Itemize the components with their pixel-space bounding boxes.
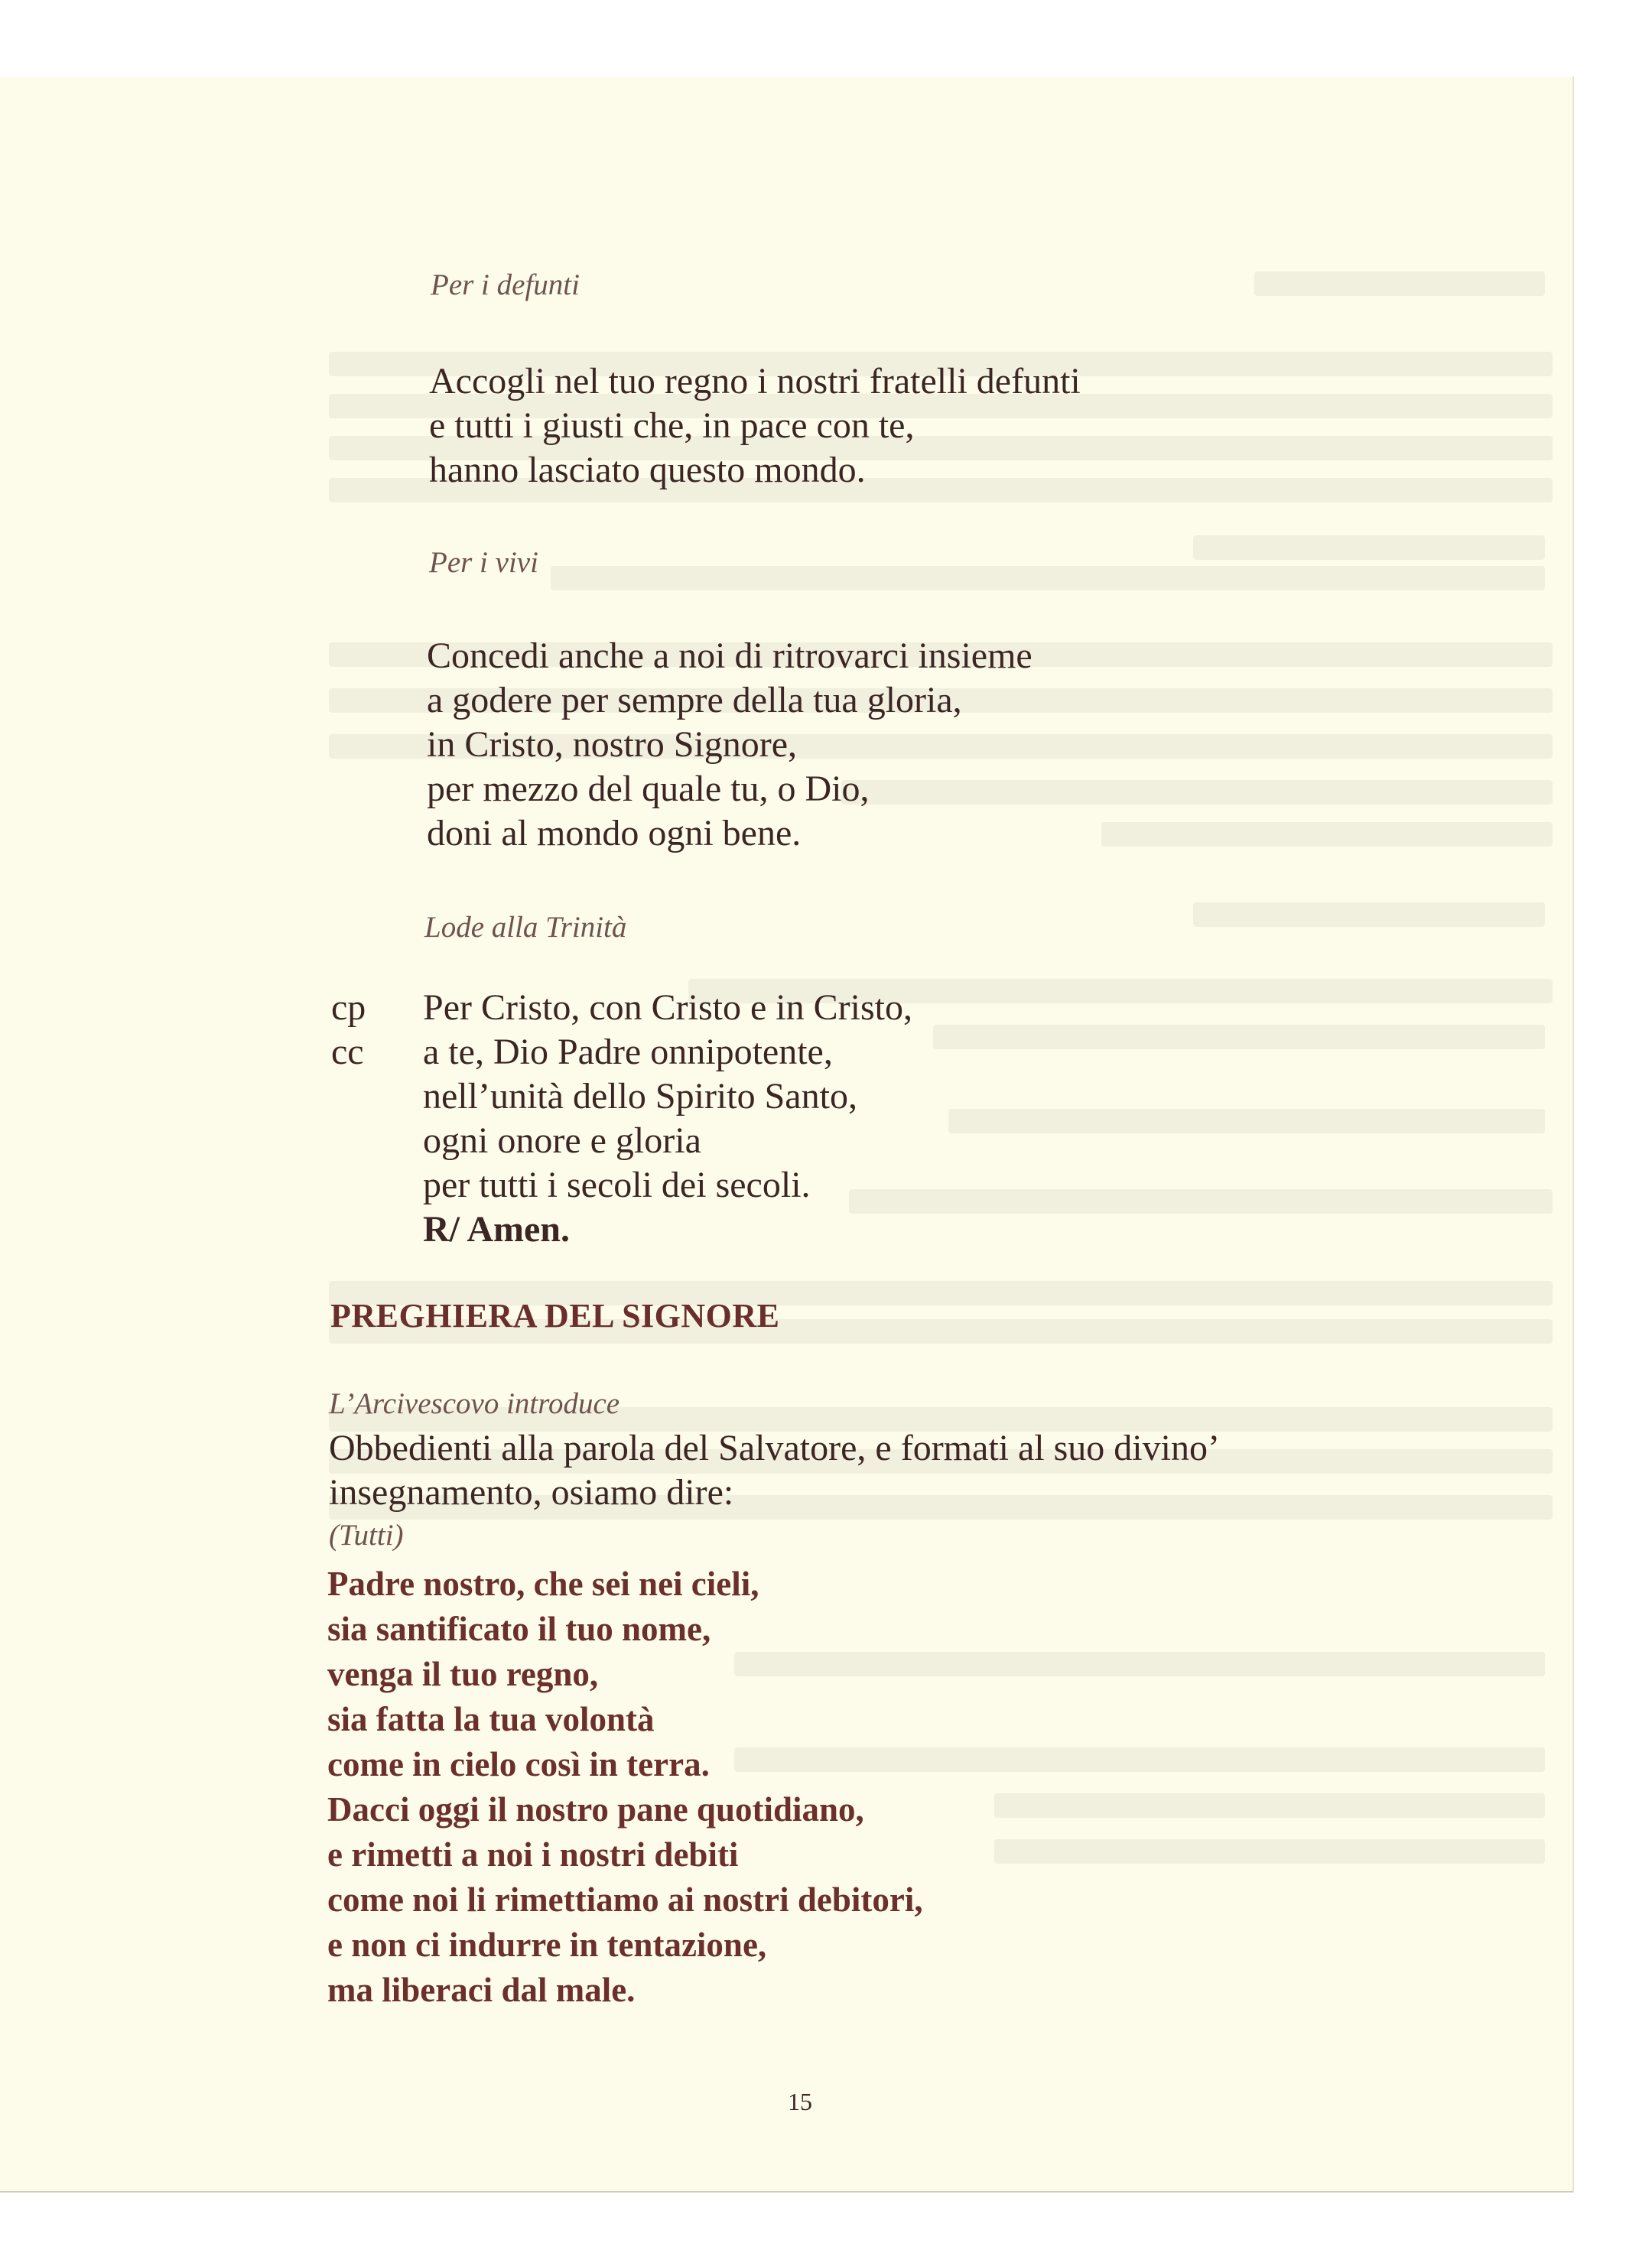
text-line: e tutti i giusti che, in pace con te, [429,405,915,446]
text-line: per tutti i secoli dei secoli. [423,1165,811,1205]
text-line: in Cristo, nostro Signore, [427,724,798,765]
prayer-line: Dacci oggi il nostro pane quotidiano, [327,1790,864,1829]
prayer-line: sia fatta la tua volontà [327,1700,655,1738]
text-vivi [427,634,1032,856]
text-line: per mezzo del quale tu, o Dio, [427,769,870,809]
text-trinita [423,986,912,1252]
section-heading-preghiera: PREGHIERA DEL SIGNORE [330,1297,780,1334]
text-line: Per Cristo, con Cristo e in Cristo, [423,987,912,1028]
prayer-line: ma liberaci dal male. [327,1971,636,2009]
response-amen: R/ Amen. [423,1209,570,1250]
intro-text [329,1426,1220,1515]
text-line: hanno lasciato questo mondo. [429,450,866,490]
speaker-mark-cp: cp [331,987,366,1028]
prayer-line: Padre nostro, che sei nei cieli, [327,1565,759,1603]
section-label-trinita: Lode alla Trinità [424,911,627,944]
text-line: Concedi anche a noi di ritrovarci insieme [427,636,1032,676]
text-line: nell’unità dello Spirito Santo, [423,1076,857,1117]
tutti-label: (Tutti) [329,1519,404,1552]
speaker-mark-cc: cc [331,1032,364,1072]
prayer-line: venga il tuo regno, [327,1655,599,1693]
section-label-vivi: Per i vivi [429,546,538,579]
text-line: a godere per sempre della tua gloria, [427,680,962,720]
prayer-line: e rimetti a noi i nostri debiti [327,1835,739,1874]
page-sheet [0,76,1574,2193]
text-line: insegnamento, osiamo dire: [329,1472,734,1513]
text-line: doni al mondo ogni bene. [427,813,802,853]
page-number: 15 [788,2088,812,2115]
text-defunti [429,359,1081,492]
text-line: a te, Dio Padre onnipotente, [423,1032,833,1072]
prayer-line: come noi li rimettiamo ai nostri debitori, [327,1881,923,1919]
prayer-line: come in cielo così in terra. [327,1745,710,1783]
intro-label: L’Arcivescovo introduce [329,1387,620,1420]
prayer-text [327,1562,923,2013]
prayer-line: e non ci indurre in tentazione, [327,1926,767,1964]
section-label-defunti: Per i defunti [431,268,580,301]
text-line: Accogli nel tuo regno i nostri fratelli defunti [429,361,1081,401]
prayer-line: sia santificato il tuo nome, [327,1610,711,1648]
text-line: Obbedienti alla parola del Salvatore, e formati al suo divino’ [329,1428,1220,1468]
text-line: ogni onore e gloria [423,1120,701,1161]
